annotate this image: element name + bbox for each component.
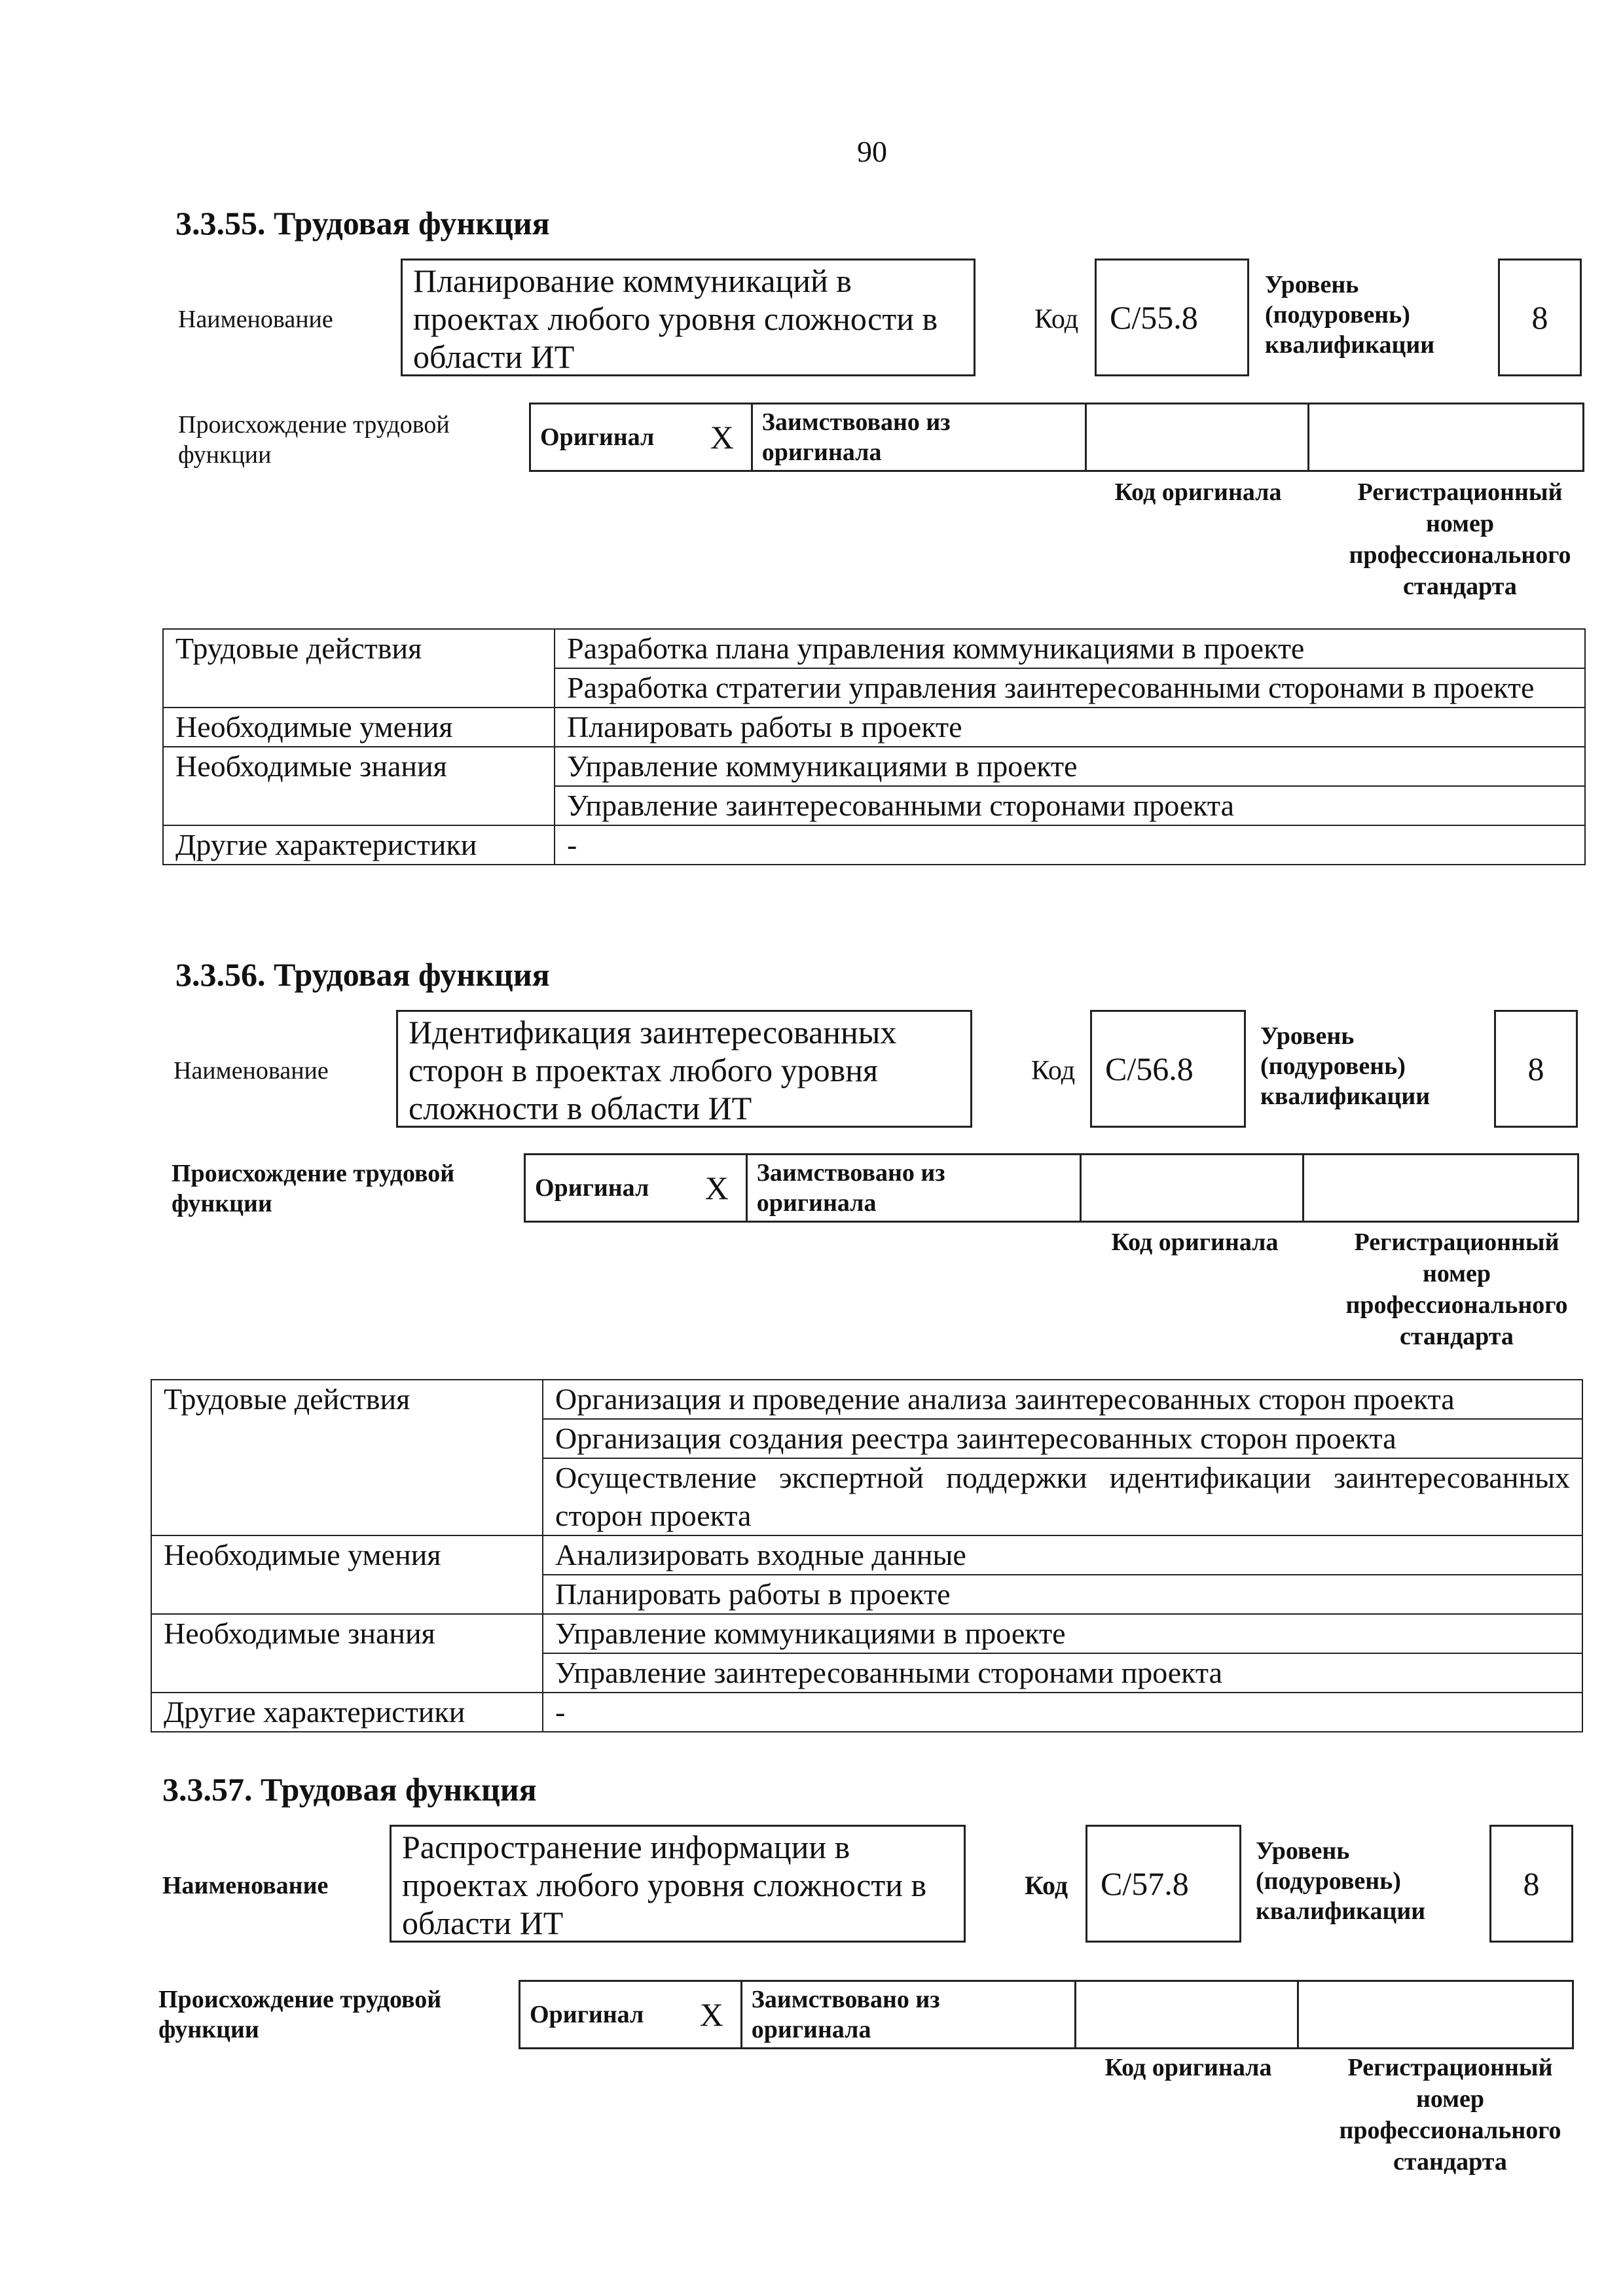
function-name: Распространение информации в проектах любого уровня сложности в области ИТ xyxy=(402,1829,927,1941)
level-value: 8 xyxy=(1527,1050,1544,1087)
table-cell: Управление коммуникациями в проекте xyxy=(543,1614,1582,1653)
function-code-box xyxy=(1090,1010,1246,1128)
table-cell: Организация создания реестра заинтересованных сторон проекта xyxy=(543,1419,1582,1458)
table-cell: Разработка стратегии управления заинтересованными сторонами в проекте xyxy=(555,668,1585,708)
orig-code-caption: Код оригинала xyxy=(1104,2054,1272,2081)
origin-label: Происхождение трудовой функции xyxy=(172,1160,455,1217)
row-header: Трудовые действия xyxy=(151,1380,543,1535)
function-code-box xyxy=(1085,1825,1241,1943)
level-value-box xyxy=(1489,1825,1573,1943)
reg-number-cell xyxy=(1298,1981,1573,2049)
level-value: 8 xyxy=(1531,299,1548,336)
borrowed-cell: Заимствовано из оригинала xyxy=(746,1155,1080,1222)
table-cell: Разработка плана управления коммуникациями в проекте xyxy=(555,629,1585,668)
reg-number-caption: Регистрационный номер профессионального стандарта xyxy=(1345,1229,1568,1350)
original-mark: X xyxy=(693,404,752,471)
origin-table xyxy=(524,1153,1579,1223)
section-title: 3.3.57. Трудовая функция xyxy=(162,1771,537,1808)
row-header: Другие характеристики xyxy=(151,1693,543,1732)
level-label: Уровень (подуровень) квалификации xyxy=(1260,1022,1431,1110)
table-cell: Управление заинтересованными сторонами проекта xyxy=(555,786,1585,825)
function-code-box xyxy=(1095,259,1249,376)
orig-code-cell xyxy=(1076,1981,1298,2049)
code-label: Код xyxy=(1031,1056,1076,1086)
page-number: 90 xyxy=(857,135,887,168)
origin-table xyxy=(519,1980,1574,2049)
name-label: Наименование xyxy=(173,1057,329,1085)
table-cell: - xyxy=(543,1693,1582,1732)
reg-number-cell xyxy=(1309,404,1584,471)
function-name: Планирование коммуникаций в проектах любого уровня сложности в области ИТ xyxy=(413,262,938,375)
borrowed-cell: Заимствовано из оригинала xyxy=(752,404,1085,471)
original-mark: X xyxy=(683,1981,741,2049)
original-cell: Оригинал xyxy=(520,1981,683,2049)
reg-number-caption: Регистрационный номер профессионального стандарта xyxy=(1339,2054,1561,2176)
table-cell: Осуществление экспертной поддержки идентификации заинтересованных сторон проекта xyxy=(543,1458,1582,1535)
level-label: Уровень (подуровень) квалификации xyxy=(1265,271,1435,359)
level-value-box xyxy=(1494,1010,1578,1128)
row-header: Необходимые знания xyxy=(163,747,555,825)
level-value-box xyxy=(1498,259,1582,376)
table-cell: Управление коммуникациями в проекте xyxy=(555,747,1585,786)
table-cell: - xyxy=(555,825,1585,865)
level-value: 8 xyxy=(1523,1865,1540,1902)
reg-number-caption: Регистрационный номер профессионального стандарта xyxy=(1349,478,1571,600)
labor-table xyxy=(162,628,1586,865)
function-name-box xyxy=(401,259,976,376)
orig-code-cell xyxy=(1081,1155,1304,1222)
original-cell: Оригинал xyxy=(530,404,693,471)
origin-table xyxy=(529,403,1584,472)
reg-number-cell xyxy=(1304,1155,1578,1222)
row-header: Другие характеристики xyxy=(163,825,555,865)
name-label: Наименование xyxy=(178,306,333,333)
original-mark: X xyxy=(688,1155,746,1222)
section-title: 3.3.56. Трудовая функция xyxy=(175,956,550,993)
labor-table xyxy=(151,1379,1583,1732)
table-cell: Планировать работы в проекте xyxy=(555,708,1585,747)
function-name-box xyxy=(390,1825,966,1943)
code-label: Код xyxy=(1034,304,1079,334)
code-label: Код xyxy=(1025,1871,1068,1900)
borrowed-cell: Заимствовано из оригинала xyxy=(741,1981,1075,2049)
function-name-box xyxy=(396,1010,972,1128)
orig-code-caption: Код оригинала xyxy=(1111,1229,1279,1256)
orig-code-caption: Код оригинала xyxy=(1114,478,1282,506)
function-code: C/55.8 xyxy=(1110,299,1198,336)
origin-label: Происхождение трудовой функции xyxy=(178,411,450,469)
original-cell: Оригинал xyxy=(525,1155,688,1222)
table-cell: Анализировать входные данные xyxy=(543,1535,1582,1575)
function-name: Идентификация заинтересованных сторон в проектах любого уровня сложности в области ИТ xyxy=(409,1014,897,1126)
table-cell: Планировать работы в проекте xyxy=(543,1575,1582,1614)
section-title: 3.3.55. Трудовая функция xyxy=(175,205,550,242)
orig-code-cell xyxy=(1086,404,1309,471)
table-cell: Организация и проведение анализа заинтересованных сторон проекта xyxy=(543,1380,1582,1419)
row-header: Необходимые знания xyxy=(151,1614,543,1693)
function-code: C/57.8 xyxy=(1101,1865,1189,1902)
origin-label: Происхождение трудовой функции xyxy=(158,1986,442,2043)
function-code: C/56.8 xyxy=(1105,1050,1194,1087)
row-header: Необходимые умения xyxy=(163,708,555,747)
table-cell: Управление заинтересованными сторонами проекта xyxy=(543,1653,1582,1693)
level-label: Уровень (подуровень) квалификации xyxy=(1256,1837,1426,1925)
row-header: Необходимые умения xyxy=(151,1535,543,1614)
row-header: Трудовые действия xyxy=(163,629,555,708)
name-label: Наименование xyxy=(162,1872,329,1899)
